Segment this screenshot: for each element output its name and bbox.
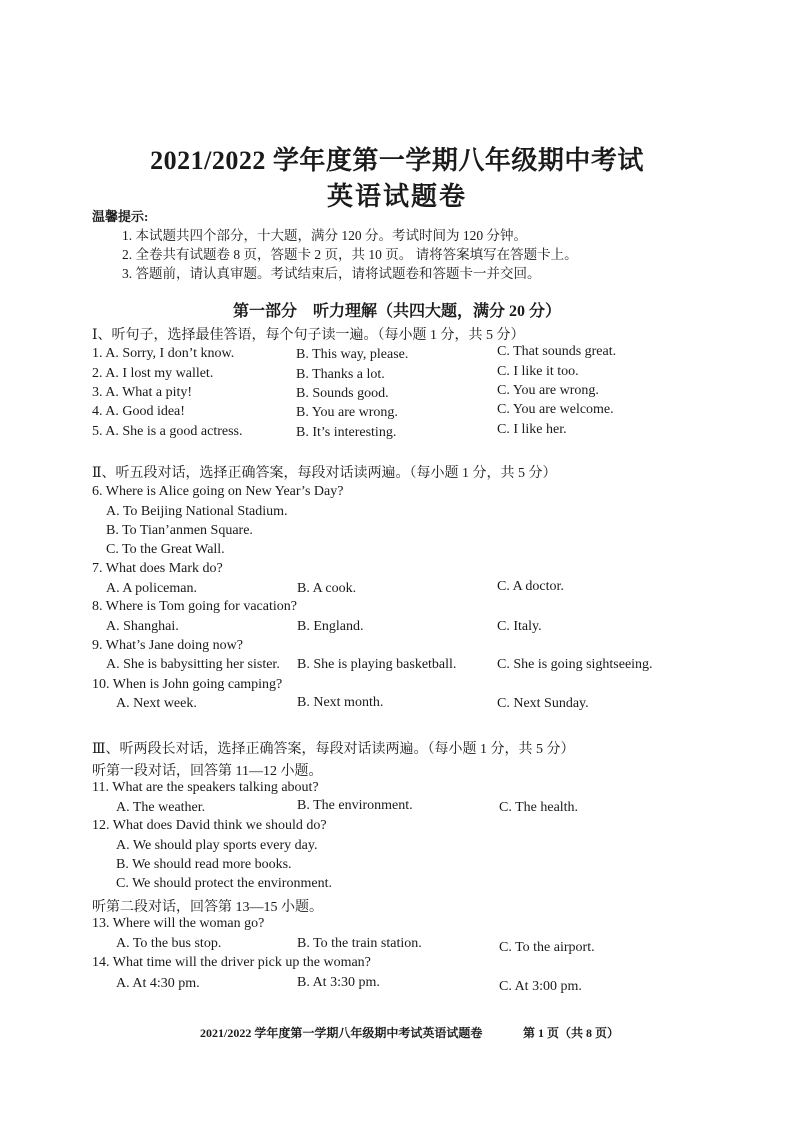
q3-option-a: 3. A. What a pity! [92,385,193,400]
q9-option-c: C. She is going sightseeing. [497,657,653,672]
q11-option-c: C. The health. [499,800,579,815]
q12-option-a: A. We should play sports every day. [116,838,318,853]
q6-option-a: A. To Beijing National Stadium. [106,504,288,519]
q13-stem: 13. Where will the woman go? [92,916,265,931]
q11-stem: 11. What are the speakers talking about? [92,780,319,795]
section3-intro-2: 听第二段对话，回答第 13—15 小题。 [92,900,323,915]
q12-option-c: C. We should protect the environment. [116,876,332,891]
page-number: 第 1 页（共 8 页） [523,1026,620,1040]
q3-option-b: B. Sounds good. [296,386,389,401]
q1-option-c: C. That sounds great. [497,344,617,359]
q6-option-b: B. To Tian’anmen Square. [106,523,253,538]
q14-option-a: A. At 4:30 pm. [116,976,200,991]
q2-option-a: 2. A. I lost my wallet. [92,366,214,381]
exam-title: 2021/2022 学年度第一学期八年级期中考试 [150,146,644,175]
section3-title: Ⅲ、听两段长对话，选择正确答案，每段对话读两遍。（每小题 1 分，共 5 分） [92,742,575,757]
tips-label: 温馨提示: [92,209,149,224]
q14-option-b: B. At 3:30 pm. [297,975,380,990]
q1-option-a: 1. A. Sorry, I don’t know. [92,346,235,361]
q9-option-b: B. She is playing basketball. [297,657,457,672]
q13-option-a: A. To the bus stop. [116,936,222,951]
q6-option-c: C. To the Great Wall. [106,542,225,557]
part1-title: 第一部分 听力理解（共四大题，满分 20 分） [232,303,561,320]
q2-option-b: B. Thanks a lot. [296,367,385,382]
q10-option-c: C. Next Sunday. [497,696,589,711]
tip-item: 2. 全卷共有试题卷 8 页，答题卡 2 页，共 10 页。 请将答案填写在答题卡上。 [122,247,578,262]
q14-stem: 14. What time will the driver pick up the woman? [92,955,371,970]
q10-stem: 10. When is John going camping? [92,677,283,692]
q8-stem: 8. Where is Tom going for vacation? [92,599,297,614]
q7-option-a: A. A policeman. [106,581,197,596]
q5-option-c: C. I like her. [497,422,567,437]
q13-option-c: C. To the airport. [499,940,595,955]
q10-option-a: A. Next week. [116,696,197,711]
tip-item: 3. 答题前，请认真审题。考试结束后，请将试题卷和答题卡一并交回。 [122,266,541,281]
q2-option-c: C. I like it too. [497,364,579,379]
q8-option-c: C. Italy. [497,619,542,634]
q8-option-b: B. England. [297,619,364,634]
q10-option-b: B. Next month. [297,695,384,710]
q12-option-b: B. We should read more books. [116,857,292,872]
footer-doc-title: 2021/2022 学年度第一学期八年级期中考试英语试题卷 [200,1026,483,1040]
section1-title: Ⅰ、听句子，选择最佳答语，每个句子读一遍。（每小题 1 分，共 5 分） [92,328,525,343]
tip-item: 1. 本试题共四个部分，十大题，满分 120 分。考试时间为 120 分钟。 [122,228,527,243]
q12-stem: 12. What does David think we should do? [92,818,327,833]
section2-title: Ⅱ、听五段对话，选择正确答案，每段对话读两遍。（每小题 1 分，共 5 分） [92,466,557,481]
section3-intro-1: 听第一段对话，回答第 11—12 小题。 [92,764,323,779]
q7-stem: 7. What does Mark do? [92,561,223,576]
q11-option-a: A. The weather. [116,800,206,815]
q4-option-c: C. You are welcome. [497,402,614,417]
q5-option-a: 5. A. She is a good actress. [92,424,243,439]
q13-option-b: B. To the train station. [297,936,422,951]
q5-option-b: B. It’s interesting. [296,425,397,440]
q4-option-b: B. You are wrong. [296,405,398,420]
q4-option-a: 4. A. Good idea! [92,404,185,419]
q14-option-c: C. At 3:00 pm. [499,979,582,994]
q7-option-b: B. A cook. [297,581,357,596]
q8-option-a: A. Shanghai. [106,619,179,634]
exam-subtitle: 英语试题卷 [326,182,467,211]
q9-stem: 9. What’s Jane doing now? [92,638,243,653]
q1-option-b: B. This way, please. [296,347,409,362]
q11-option-b: B. The environment. [297,798,413,813]
q9-option-a: A. She is babysitting her sister. [106,657,280,672]
q7-option-c: C. A doctor. [497,579,564,594]
q3-option-c: C. You are wrong. [497,383,599,398]
q6-stem: 6. Where is Alice going on New Year’s Day? [92,484,344,499]
